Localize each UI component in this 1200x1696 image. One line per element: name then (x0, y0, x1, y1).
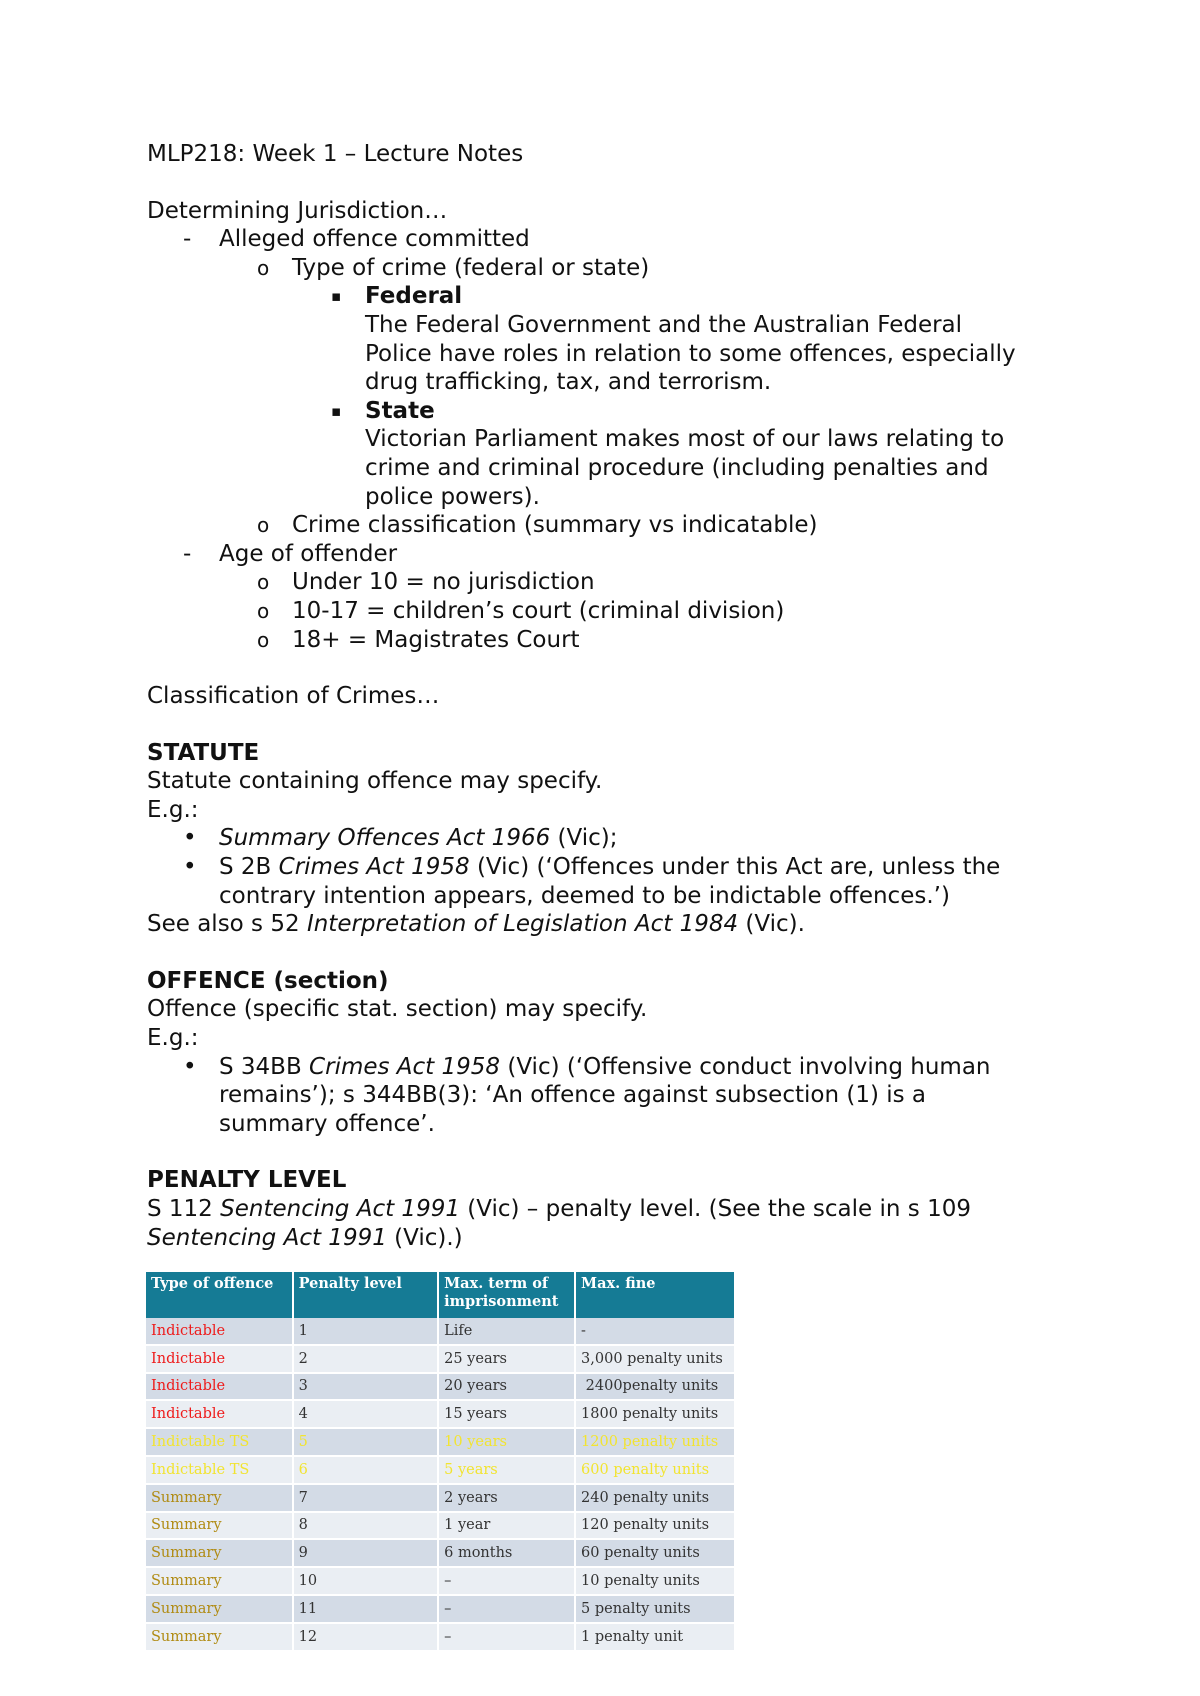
document-body (147, 140, 1067, 1252)
table-cell: 1200 penalty units (575, 1428, 735, 1456)
statute-text: Statute containing offence may specify. (147, 768, 603, 795)
table-cell: Indictable TS (146, 1428, 293, 1456)
state-text: crime and criminal procedure (including penalties and (365, 454, 989, 481)
table-cell: 240 penalty units (575, 1484, 735, 1512)
table-cell: Indictable TS (146, 1456, 293, 1484)
list-item: o Under 10 = no jurisdiction (257, 569, 595, 596)
table-cell: 6 months (438, 1539, 575, 1567)
table-cell: 8 (293, 1512, 439, 1540)
table-cell: 5 years (438, 1456, 575, 1484)
table-cell: 25 years (438, 1345, 575, 1373)
table-cell: Summary (146, 1567, 293, 1595)
table-cell: 1800 penalty units (575, 1400, 735, 1428)
column-header: Max. term of imprisonment (438, 1272, 575, 1318)
table-row (146, 1595, 735, 1623)
penalty-line: Sentencing Act 1991 (Vic).) (147, 1224, 463, 1251)
bullet-marker: • (183, 854, 197, 881)
see-also-line: See also s 52 Interpretation of Legislation Act 1984 (Vic). (147, 911, 805, 938)
table-cell: 11 (293, 1595, 439, 1623)
table-row (146, 1456, 735, 1484)
circle-marker: o (257, 598, 270, 623)
circle-marker: o (257, 627, 270, 652)
table-cell: Indictable (146, 1318, 293, 1345)
federal-text: The Federal Government and the Australian Federal (365, 311, 963, 338)
list-item-continued: summary offence’. (219, 1110, 435, 1137)
circle-marker: o (257, 570, 270, 595)
dash-marker: - (183, 226, 192, 253)
table-row (146, 1567, 735, 1595)
bullet-marker: • (183, 825, 197, 852)
classification-heading: Classification of Crimes… (147, 683, 440, 710)
table-cell: – (438, 1595, 575, 1623)
offence-heading: OFFENCE (section) (147, 967, 389, 994)
list-item: o 10-17 = children’s court (criminal division) (257, 597, 785, 624)
table-cell: 9 (293, 1539, 439, 1567)
table-cell: Summary (146, 1595, 293, 1623)
table-cell: 2400penalty units (575, 1373, 735, 1401)
jurisdiction-heading: Determining Jurisdiction… (147, 197, 448, 224)
list-item: o 18+ = Magistrates Court (257, 626, 580, 653)
circle-marker: o (257, 513, 270, 538)
table-cell: 20 years (438, 1373, 575, 1401)
table-row (146, 1512, 735, 1540)
list-item: o Type of crime (federal or state) (257, 254, 650, 281)
offence-eg: E.g.: (147, 1025, 199, 1052)
column-header: Type of offence (146, 1272, 293, 1318)
table-cell: Summary (146, 1539, 293, 1567)
document-title: MLP218: Week 1 – Lecture Notes (147, 141, 524, 167)
table-cell: Summary (146, 1623, 293, 1651)
table-cell: 600 penalty units (575, 1456, 735, 1484)
table-cell: 6 (293, 1456, 439, 1484)
table-cell: 60 penalty units (575, 1539, 735, 1567)
table-cell: 1 penalty unit (575, 1623, 735, 1651)
penalty-table (146, 1272, 736, 1652)
federal-text: drug trafficking, tax, and terrorism. (365, 369, 772, 396)
table-row (146, 1373, 735, 1401)
table-cell: 10 years (438, 1428, 575, 1456)
table-cell: 5 penalty units (575, 1595, 735, 1623)
table-cell: 12 (293, 1623, 439, 1651)
penalty-line: S 112 Sentencing Act 1991 (Vic) – penalty level. (See the scale in s 109 (147, 1196, 971, 1222)
state-text: police powers). (365, 483, 540, 510)
bullet-marker: • (183, 1053, 197, 1080)
list-item-continued: contrary intention appears, deemed to be indictable offences.’) (219, 882, 950, 909)
table-cell: 2 years (438, 1484, 575, 1512)
dash-marker: - (183, 540, 192, 567)
table-cell: Indictable (146, 1400, 293, 1428)
table-header-row (146, 1272, 735, 1318)
table-row (146, 1400, 735, 1428)
table-row (146, 1318, 735, 1345)
list-item: • S 2B Crimes Act 1958 (Vic) (‘Offences under this Act are, unless the (183, 854, 1001, 881)
table-cell: 3 (293, 1373, 439, 1401)
column-header: Max. fine (575, 1272, 735, 1318)
table-cell: 5 (293, 1428, 439, 1456)
circle-marker: o (257, 255, 270, 280)
table-cell: 1 (293, 1318, 439, 1345)
list-item: - Age of offender (183, 540, 398, 567)
column-header: Penalty level (293, 1272, 439, 1318)
table-cell: - (575, 1318, 735, 1345)
table-cell: Indictable (146, 1373, 293, 1401)
table-cell: 1 year (438, 1512, 575, 1540)
table-cell: Summary (146, 1484, 293, 1512)
federal-text: Police have roles in relation to some offences, especially (365, 340, 1016, 367)
table-cell: 10 (293, 1567, 439, 1595)
square-bullet-icon: ▪ (331, 401, 342, 420)
list-item: ▪ State (331, 397, 435, 424)
list-item: o Crime classification (summary vs indicatable) (257, 512, 818, 539)
table-row (146, 1428, 735, 1456)
list-item: ▪ Federal (331, 283, 463, 310)
table-cell: 15 years (438, 1400, 575, 1428)
state-text: Victorian Parliament makes most of our laws relating to (365, 426, 1005, 453)
table-cell: 3,000 penalty units (575, 1345, 735, 1373)
table-cell: 120 penalty units (575, 1512, 735, 1540)
table-row (146, 1539, 735, 1567)
table-row (146, 1484, 735, 1512)
statute-eg: E.g.: (147, 796, 199, 823)
list-item-continued: remains’); s 344BB(3): ‘An offence against subsection (1) is a (219, 1082, 927, 1109)
table-cell: 4 (293, 1400, 439, 1428)
table-cell: – (438, 1567, 575, 1595)
list-item: - Alleged offence committed (183, 226, 530, 253)
list-item: • S 34BB Crimes Act 1958 (Vic) (‘Offensive conduct involving human (183, 1053, 991, 1080)
table-cell: Life (438, 1318, 575, 1345)
table-cell: 7 (293, 1484, 439, 1512)
table-cell: Summary (146, 1512, 293, 1540)
table-cell: – (438, 1623, 575, 1651)
list-item: • Summary Offences Act 1966 (Vic); (183, 825, 618, 852)
table-cell: 2 (293, 1345, 439, 1373)
table-cell: Indictable (146, 1345, 293, 1373)
penalty-heading: PENALTY LEVEL (147, 1167, 347, 1194)
table-row (146, 1623, 735, 1651)
offence-text: Offence (specific stat. section) may specify. (147, 996, 648, 1023)
table-row (146, 1345, 735, 1373)
square-bullet-icon: ▪ (331, 287, 342, 306)
table-cell: 10 penalty units (575, 1567, 735, 1595)
statute-heading: STATUTE (147, 739, 260, 766)
